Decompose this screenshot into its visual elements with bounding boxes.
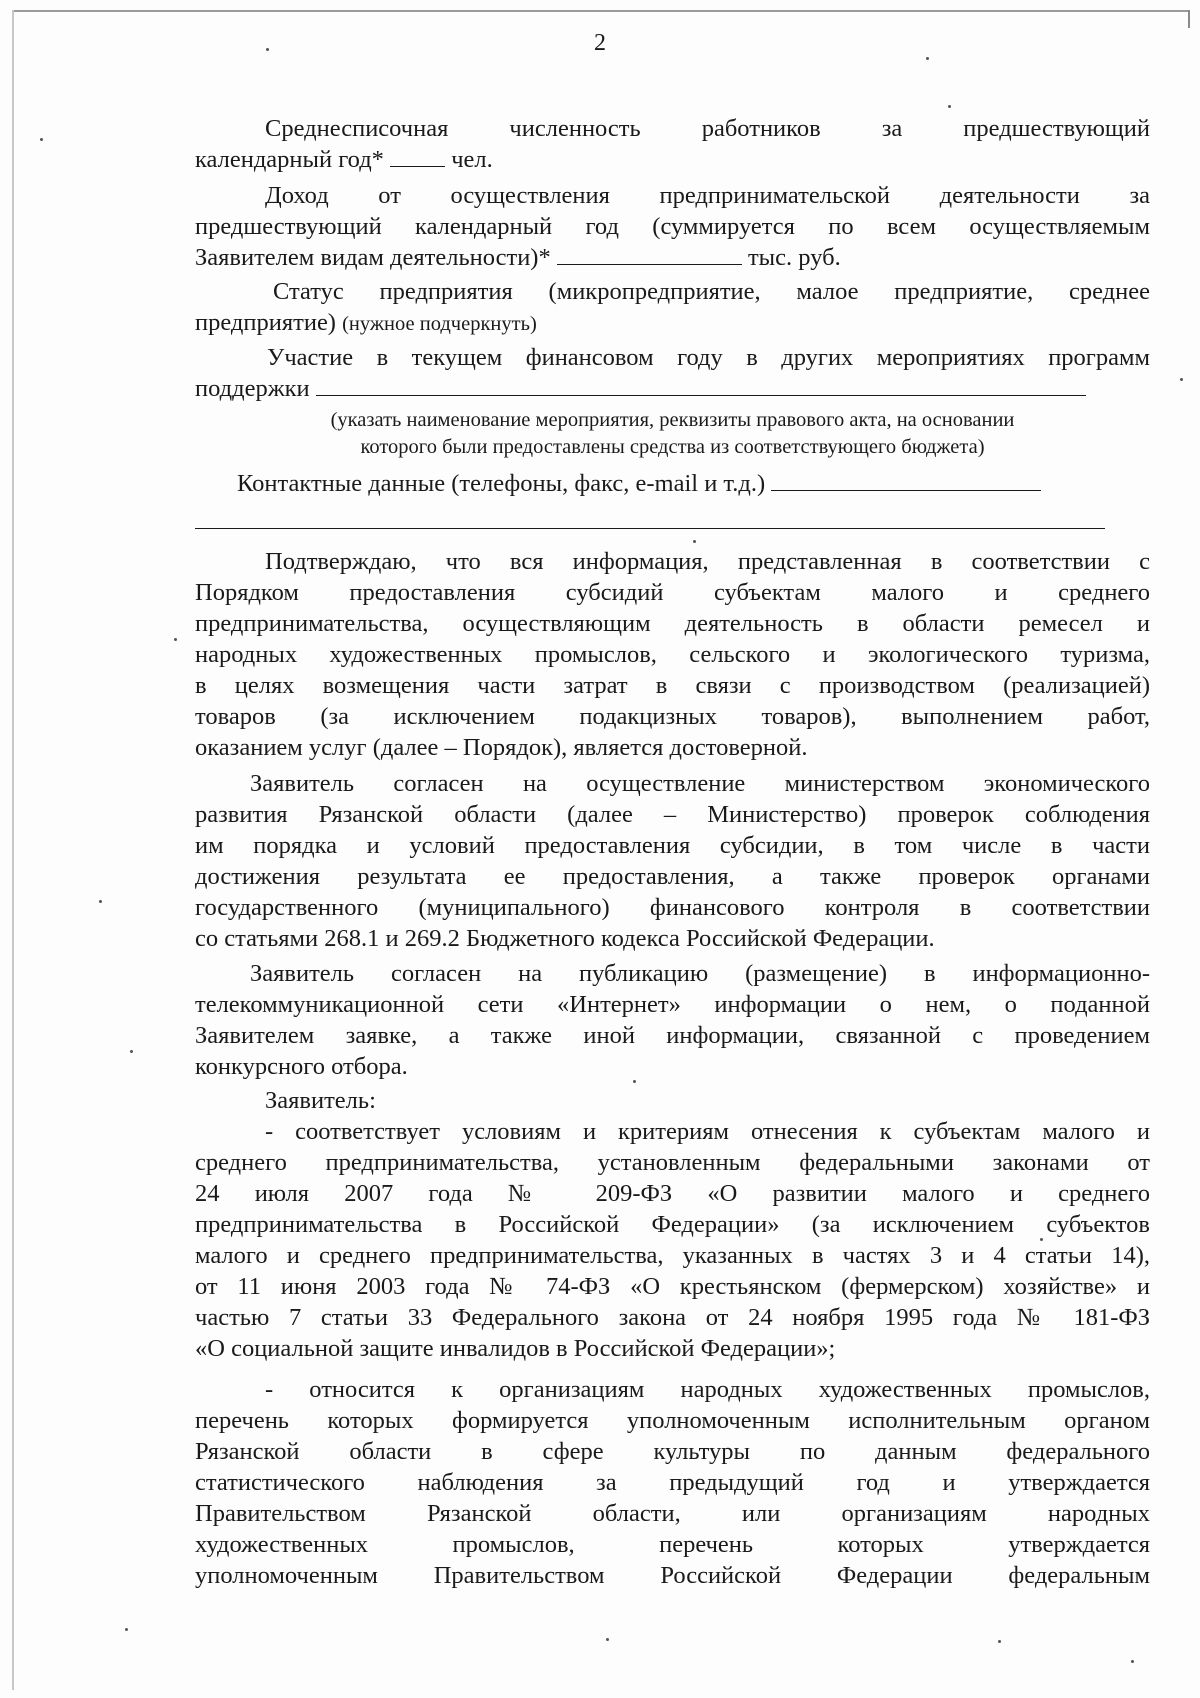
contacts-line: [195, 468, 1150, 499]
scan-edge-right: [1188, 10, 1190, 28]
agree-check-line-4: достижения результата ее предоставления, а также проверок органами: [195, 863, 1150, 890]
scan-edge-left: [12, 10, 14, 1690]
crafts-paragraph: [195, 1374, 1150, 1591]
scan-speck: [125, 1628, 128, 1631]
criteria-line-2: среднего предпринимательства, установленным федеральными законами от: [195, 1149, 1150, 1176]
confirm-line-2: Порядком предоставления субсидий субъектам малого и среднего: [195, 579, 1150, 606]
confirm-line-7: оказанием услуг (далее – Порядок), является достоверной.: [195, 734, 808, 761]
scan-speck: [130, 1050, 133, 1053]
crafts-line-7: уполномоченным Правительством Российской Федерации федеральным: [195, 1562, 1150, 1589]
contacts-block: [195, 468, 1150, 499]
crafts-line-3: Рязанской области в сфере культуры по данным федерального: [195, 1438, 1150, 1465]
agree-check-line-5: государственного (муниципального) финансового контроля в соответствии: [195, 894, 1150, 921]
scan-speck: [948, 105, 951, 108]
crafts-line-1: - относится к организациям народных художественных промыслов,: [265, 1376, 1150, 1403]
contacts-field[interactable]: [771, 468, 1041, 491]
applicant-label: Заявитель:: [265, 1087, 376, 1114]
employees-line-1: Среднесписочная численность работников за предшествующий: [265, 115, 1150, 142]
status-note: (нужное подчеркнуть): [342, 313, 537, 335]
participation-label: поддержки: [195, 375, 310, 402]
crafts-line-2: перечень которых формируется уполномоченным исполнительным органом: [195, 1407, 1150, 1434]
confirm-line-4: народных художественных промыслов, сельского и экологического туризма,: [195, 641, 1150, 668]
agree-check-line-3: им порядка и условий предоставления субсидии, в том числе в части: [195, 832, 1150, 859]
contacts-label: Контактные данные (телефоны, факс, e-mail и т.д.): [237, 470, 766, 497]
scan-speck: [1040, 1238, 1043, 1241]
crafts-line-4: статистического наблюдения за предыдущий год и утверждается: [195, 1469, 1150, 1496]
criteria-line-3: 24 июля 2007 года № 209-ФЗ «О развитии малого и среднего: [195, 1180, 1150, 1207]
income-line-3: [195, 242, 1150, 273]
participation-line-1: Участие в текущем финансовом году в других мероприятиях программ: [267, 344, 1150, 371]
criteria-line-4: предпринимательства в Российской Федерации» (за исключением субъектов: [195, 1211, 1150, 1238]
scan-speck: [174, 638, 177, 641]
status-block: [195, 276, 1150, 338]
scan-speck: [266, 48, 269, 51]
criteria-line-6: от 11 июня 2003 года № 74-ФЗ «О крестьянском (фермерском) хозяйстве» и: [195, 1273, 1150, 1300]
agree-check-paragraph: [195, 768, 1150, 954]
participation-block: [195, 342, 1150, 461]
income-line-1: Доход от осуществления предпринимательской деятельности за: [265, 182, 1150, 209]
income-line-2: предшествующий календарный год (суммируется по всем осуществляемым: [195, 213, 1150, 240]
employees-label: календарный год*: [195, 146, 384, 173]
status-line-1: Статус предприятия (микропредприятие, малое предприятие, среднее: [273, 278, 1150, 305]
crafts-line-5: Правительством Рязанской области, или организациям народных: [195, 1500, 1150, 1527]
confirm-line-5: в целях возмещения части затрат в связи с производством (реализацией): [195, 672, 1150, 699]
scan-speck: [1131, 1660, 1134, 1663]
income-unit: тыс. руб.: [747, 244, 841, 271]
scan-speck: [606, 1638, 609, 1641]
scan-speck: [1180, 378, 1183, 381]
status-line-2: [195, 307, 1150, 338]
applicant-section: [195, 1085, 1150, 1364]
status-label: предприятие): [195, 309, 336, 336]
income-amount-field[interactable]: [557, 242, 742, 265]
confirm-line-1: Подтверждаю, что вся информация, представленная в соответствии с: [265, 548, 1150, 575]
criteria-line-7: частью 7 статьи 33 Федерального закона от 24 ноября 1995 года № 181-ФЗ: [195, 1304, 1150, 1331]
participation-note-2: которого были предоставлены средства из соответствующего бюджета): [360, 436, 985, 458]
participation-field[interactable]: [316, 373, 1086, 396]
agree-check-line-6: со статьями 268.1 и 269.2 Бюджетного кодекса Российской Федерации.: [195, 925, 935, 952]
scan-speck: [998, 1640, 1001, 1643]
scan-speck: [633, 1080, 636, 1083]
agree-check-line-2: развития Рязанской области (далее – Министерство) проверок соблюдения: [195, 801, 1150, 828]
employees-unit: чел.: [451, 146, 493, 173]
income-label: Заявителем видам деятельности)*: [195, 244, 551, 271]
contacts-field-line-2[interactable]: [195, 528, 1105, 529]
participation-note-1: (указать наименование мероприятия, реквизиты правового акта, на основании: [330, 409, 1015, 431]
confirm-paragraph: [195, 546, 1150, 763]
agree-publish-line-3: Заявителем заявке, а также иной информации, связанной с проведением: [195, 1022, 1150, 1049]
agree-publish-line-1: Заявитель согласен на публикацию (размещение) в информационно-: [250, 960, 1150, 987]
employees-block: [195, 113, 1150, 175]
agree-publish-line-4: конкурсного отбора.: [195, 1053, 408, 1080]
employees-count-field[interactable]: [390, 144, 445, 167]
page-number: 2: [594, 30, 606, 56]
confirm-line-6: товаров (за исключением подакцизных товаров), выполнением работ,: [195, 703, 1150, 730]
agree-check-line-1: Заявитель согласен на осуществление министерством экономического: [250, 770, 1150, 797]
scan-speck: [926, 57, 929, 60]
agree-publish-line-2: телекоммуникационной сети «Интернет» информации о нем, о поданной: [195, 991, 1150, 1018]
scan-speck: [99, 900, 102, 903]
criteria-line-8: «О социальной защите инвалидов в Российской Федерации»;: [195, 1335, 836, 1362]
employees-line-2: [195, 144, 1150, 175]
confirm-line-3: предпринимательства, осуществляющим деятельность в области ремесел и: [195, 610, 1150, 637]
crafts-line-6: художественных промыслов, перечень которых утверждается: [195, 1531, 1150, 1558]
scan-edge-top: [14, 10, 1190, 12]
agree-publish-paragraph: [195, 958, 1150, 1082]
criteria-line-5: малого и среднего предпринимательства, указанных в частях 3 и 4 статьи 14),: [195, 1242, 1150, 1269]
criteria-line-1: - соответствует условиям и критериям отнесения к субъектам малого и: [265, 1118, 1150, 1145]
participation-line-2: [195, 373, 1150, 404]
scan-speck: [693, 540, 696, 543]
income-block: [195, 180, 1150, 273]
scan-speck: [40, 138, 43, 141]
